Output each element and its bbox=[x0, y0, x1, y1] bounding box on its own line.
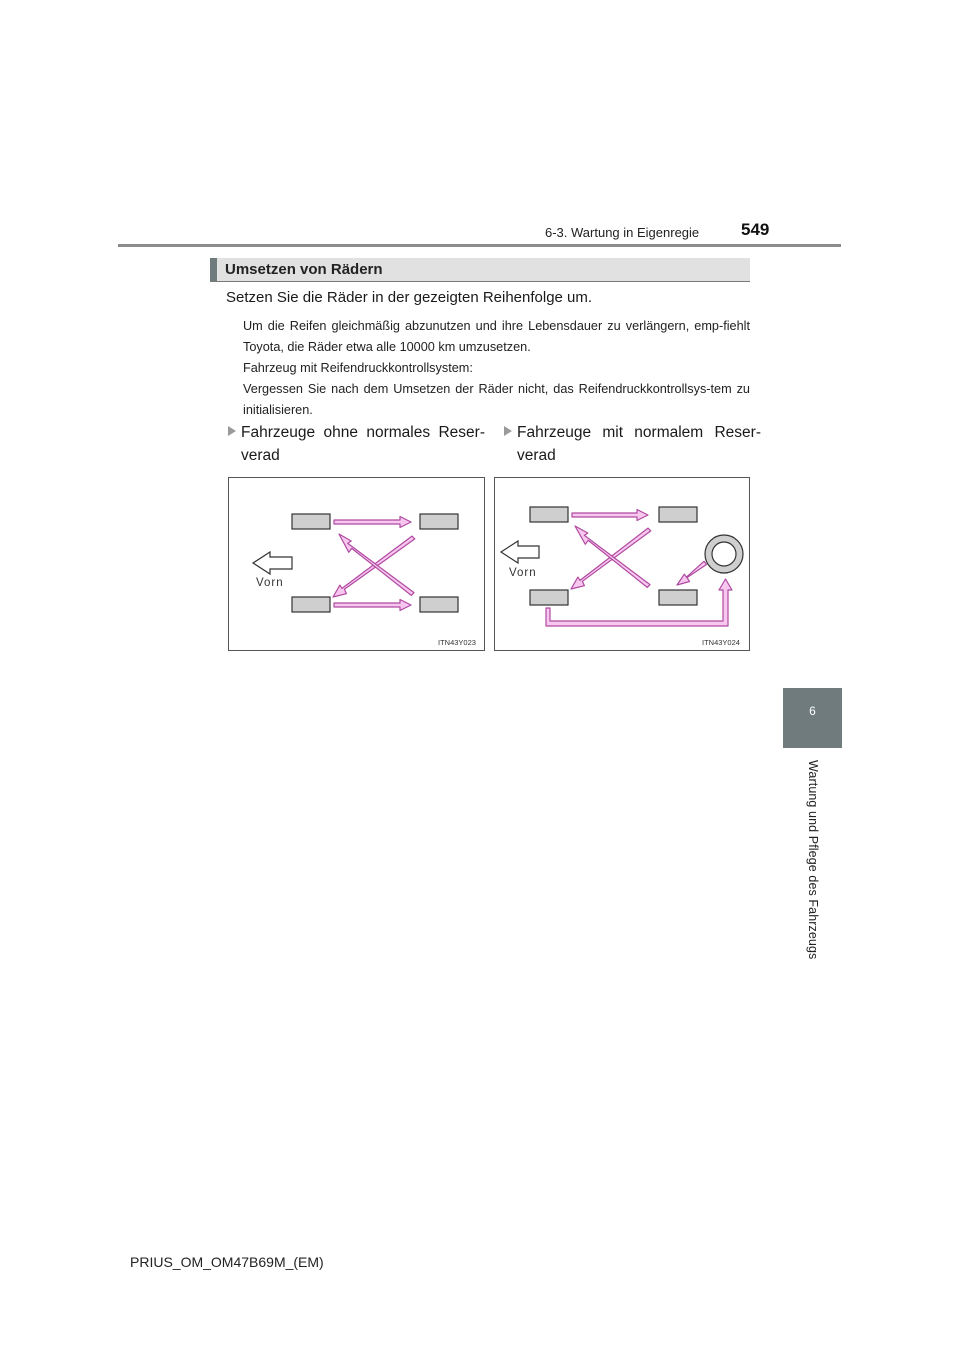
bullet-triangle-icon bbox=[228, 426, 236, 436]
tire-rear-left bbox=[292, 597, 330, 612]
front-label: Vorn bbox=[256, 577, 284, 589]
bullet-with-spare-text: Fahrzeuge mit normalem Reser-verad bbox=[517, 424, 761, 464]
arrow-front-left-to-front-right bbox=[572, 510, 648, 521]
bullet-triangle-icon bbox=[504, 426, 512, 436]
tpms-note-text: Vergessen Sie nach dem Umsetzen der Räder nicht, das Reifendruckkontrollsys-tem zu initialisieren. bbox=[243, 382, 750, 417]
rotation-diagram-with-spare-svg bbox=[495, 478, 751, 652]
front-arrow-icon bbox=[501, 541, 539, 563]
front-label: Vorn bbox=[509, 567, 537, 579]
tpms-note bbox=[243, 358, 750, 421]
chapter-tab-number: 6 bbox=[809, 704, 816, 718]
tire-front-left bbox=[292, 514, 330, 529]
page-number: 549 bbox=[741, 220, 770, 239]
header-rule bbox=[118, 244, 841, 247]
bullet-without-spare bbox=[228, 421, 488, 471]
tire-rear-right bbox=[420, 597, 458, 612]
tire-front-right bbox=[659, 507, 697, 522]
spare-tire bbox=[705, 535, 743, 573]
tire-rear-left bbox=[530, 590, 568, 605]
bullet-without-spare-text: Fahrzeuge ohne normales Reser-verad bbox=[241, 424, 485, 464]
figure-code: ITN43Y023 bbox=[438, 638, 476, 647]
tpms-note-heading: Fahrzeug mit Reifendruckkontrollsystem: bbox=[243, 361, 473, 375]
chapter-tab-label: Wartung und Pflege des Fahrzeugs bbox=[806, 760, 820, 960]
document-code-footer: PRIUS_OM_OM47B69M_(EM) bbox=[130, 1254, 324, 1270]
bullet-with-spare bbox=[504, 421, 764, 471]
front-arrow-icon bbox=[253, 552, 292, 574]
arrow-front-left-to-front-right bbox=[334, 517, 411, 528]
intro-text: Setzen Sie die Räder in der gezeigten Reihenfolge um. bbox=[226, 289, 593, 306]
rotation-diagram-without-spare-svg bbox=[229, 478, 486, 652]
section-heading-title: Umsetzen von Rädern bbox=[225, 261, 383, 278]
rotation-recommendation-text: Um die Reifen gleichmäßig abzunutzen und ihre Lebensdauer zu verlängern, emp-fiehlt Toyota, die Räder etwa alle 10000 km umzusetzen. bbox=[243, 319, 750, 354]
tire-front-left bbox=[530, 507, 568, 522]
arrow-rear-left-to-rear-right bbox=[334, 600, 411, 611]
chapter-tab bbox=[783, 688, 842, 748]
rotation-diagram-without-spare bbox=[228, 477, 485, 651]
arrow-spare-to-rear-right bbox=[677, 561, 707, 585]
tire-rear-right bbox=[659, 590, 697, 605]
header-section-title: 6-3. Wartung in Eigenregie bbox=[545, 225, 700, 240]
figure-code: ITN43Y024 bbox=[702, 638, 740, 647]
section-heading-accent bbox=[210, 258, 217, 281]
tire-front-right bbox=[420, 514, 458, 529]
rotation-diagram-with-spare bbox=[494, 477, 750, 651]
section-heading-bar bbox=[210, 258, 750, 282]
